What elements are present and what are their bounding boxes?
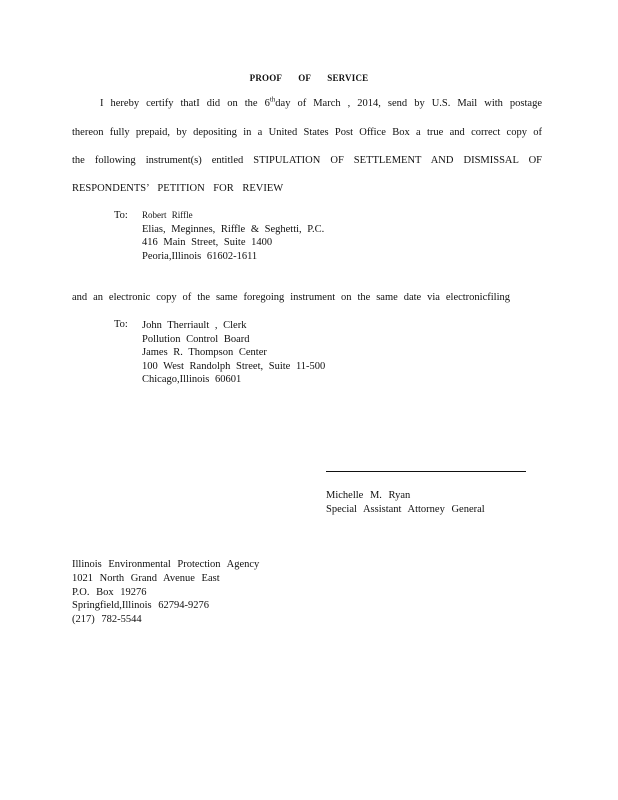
recipient-1-name: Robert Riffle <box>142 210 193 220</box>
certification-line-1 <box>100 95 542 110</box>
recipient-2-org: Pollution Control Board <box>142 333 250 345</box>
certification-line-3: the following instrument(s) entitled STIPULATION OF SETTLEMENT AND DISMISSAL OF <box>72 155 542 166</box>
document-title: PROOF OF SERVICE <box>249 73 369 83</box>
agency-phone: (217) 782-5544 <box>72 614 142 626</box>
agency-city: Springfield,Illinois 62794-9276 <box>72 600 209 612</box>
certification-line-4: RESPONDENTS’ PETITION FOR REVIEW <box>72 183 284 194</box>
recipient-2-street: 100 West Randolph Street, Suite 11-500 <box>142 360 326 372</box>
electronic-copy-statement: and an electronic copy of the same foregoing instrument on the same date via electronicfiling <box>72 292 510 303</box>
agency-name: Illinois Environmental Protection Agency <box>72 559 260 570</box>
signature-block <box>326 489 485 516</box>
agency-street: 1021 North Grand Avenue East <box>72 572 220 584</box>
recipient-1-city: Peoria,Illinois 61602-1611 <box>142 250 258 262</box>
signature-line <box>326 471 526 472</box>
recipient-2-address <box>142 319 325 387</box>
recipient-2-building: James R. Thompson Center <box>142 347 267 358</box>
certification-line-2: thereon fully prepaid, by depositing in a United States Post Office Box a true and correct copy of <box>72 127 542 138</box>
ordinal-suffix: th <box>269 95 276 104</box>
recipient-2-city: Chicago,Illinois 60601 <box>142 374 242 385</box>
recipient-1-street: 416 Main Street, Suite 1400 <box>142 237 273 248</box>
agency-address <box>72 558 259 627</box>
recipient-2-to-label: To: <box>114 319 128 330</box>
signer-title: Special Assistant Attorney General <box>326 503 485 515</box>
recipient-1-to-label: To: <box>114 210 128 221</box>
recipient-1-firm: Elias, Meginnes, Riffle & Seghetti, P.C. <box>142 223 325 235</box>
certification-line-1-end: day of March , 2014, send by U.S. Mail with postage <box>275 98 542 109</box>
recipient-1-address <box>142 209 324 263</box>
signer-name: Michelle M. Ryan <box>326 490 411 501</box>
agency-po-box: P.O. Box 19276 <box>72 586 147 598</box>
recipient-2-name: John Therriault , Clerk <box>142 320 247 331</box>
certification-line-1-start: I hereby certify thatI did on the 6 <box>100 98 270 109</box>
